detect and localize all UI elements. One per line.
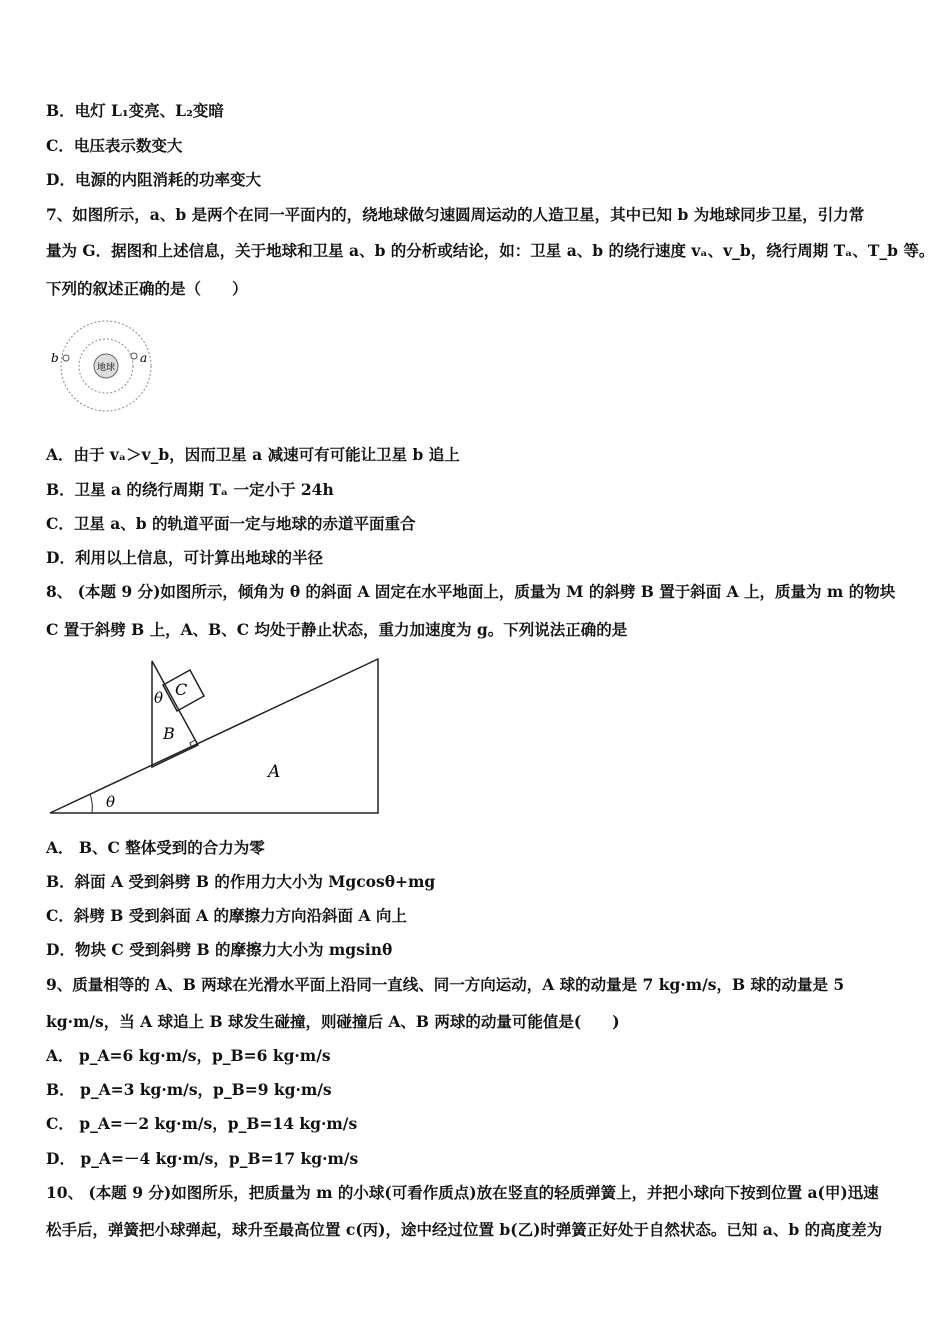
question-9-line1: 9、质量相等的 A、B 两球在光滑水平面上沿同一直线、同一方向运动，A 球的动量是 7 kg·m/s，B 球的动量是 5 [46,975,845,994]
incline-figure [44,655,384,820]
label-A: A [268,762,281,782]
option-7c: C．卫星 a、b 的轨道平面一定与地球的赤道平面重合 [46,514,416,533]
question-7-line3: 下列的叙述正确的是（ ） [46,279,248,298]
question-7-line1: 7、如图所示，a、b 是两个在同一平面内的，绕地球做匀速圆周运动的人造卫星，其中已知 b 为地球同步卫星，引力常 [46,205,865,224]
option-8a: A． B、C 整体受到的合力为零 [46,838,265,857]
question-8-line1: 8、 (本题 9 分)如图所示，倾角为 θ 的斜面 A 固定在水平地面上，质量为 M 的斜劈 B 置于斜面 A 上，质量为 m 的物块 [46,582,896,601]
angle-theta-top: θ [154,689,164,707]
satellite-b-label: b [51,351,59,365]
option-9a: A． p_A=6 kg·m/s，p_B=6 kg·m/s [46,1046,331,1065]
wedge-B [152,661,198,767]
option-8d: D．物块 C 受到斜劈 B 的摩擦力大小为 mgsinθ [46,940,393,959]
label-C: C [175,680,188,699]
satellite-b-icon [63,355,69,361]
option-8b: B．斜面 A 受到斜劈 B 的作用力大小为 Mgcosθ+mg [46,872,436,891]
satellite-a-icon [131,353,137,359]
orbit-figure [48,318,160,416]
option-7a: A．由于 vₐ＞v_b，因而卫星 a 减速可有可能让卫星 b 追上 [46,445,460,464]
option-9b: B． p_A=3 kg·m/s，p_B=9 kg·m/s [46,1080,332,1099]
satellite-a-label: a [140,351,148,365]
question-9-line2: kg·m/s，当 A 球追上 B 球发生碰撞，则碰撞后 A、B 两球的动量可能值是( ) [46,1012,620,1031]
option-7d: D．利用以上信息，可计算出地球的半径 [46,548,323,567]
question-8-line2: C 置于斜劈 B 上，A、B、C 均处于静止状态，重力加速度为 g。下列说法正确的是 [46,620,628,639]
incline-A [50,659,378,813]
option-6b: B．电灯 L₁变亮、L₂变暗 [46,101,224,120]
earth-label: 地球 [96,363,116,373]
option-6c: C．电压表示数变大 [46,136,183,155]
option-8c: C．斜劈 B 受到斜面 A 的摩擦力方向沿斜面 A 向上 [46,906,407,925]
option-7b: B．卫星 a 的绕行周期 Tₐ 一定小于 24h [46,480,334,499]
question-7-line2: 量为 G．据图和上述信息，关于地球和卫星 a、b 的分析或结论，如：卫星 a、b 的绕行速度 vₐ、v_b，绕行周期 Tₐ、T_b 等。 [46,241,935,260]
option-9d: D． p_A=－4 kg·m/s，p_B=17 kg·m/s [46,1149,359,1168]
label-B: B [163,724,175,743]
angle-theta-bottom: θ [106,793,116,811]
question-10-line1: 10、 (本题 9 分)如图所乐，把质量为 m 的小球(可看作质点)放在竖直的轻质弹簧上，并把小球向下按到位置 a(甲)迅速 [46,1183,879,1202]
option-9c: C． p_A=－2 kg·m/s，p_B=14 kg·m/s [46,1114,358,1133]
question-10-line2: 松手后，弹簧把小球弹起，球升至最高位置 c(丙)，途中经过位置 b(乙)时弹簧正好处于自然状态。已知 a、b 的高度差为 [46,1220,883,1239]
option-6d: D．电源的内阻消耗的功率变大 [46,170,261,189]
